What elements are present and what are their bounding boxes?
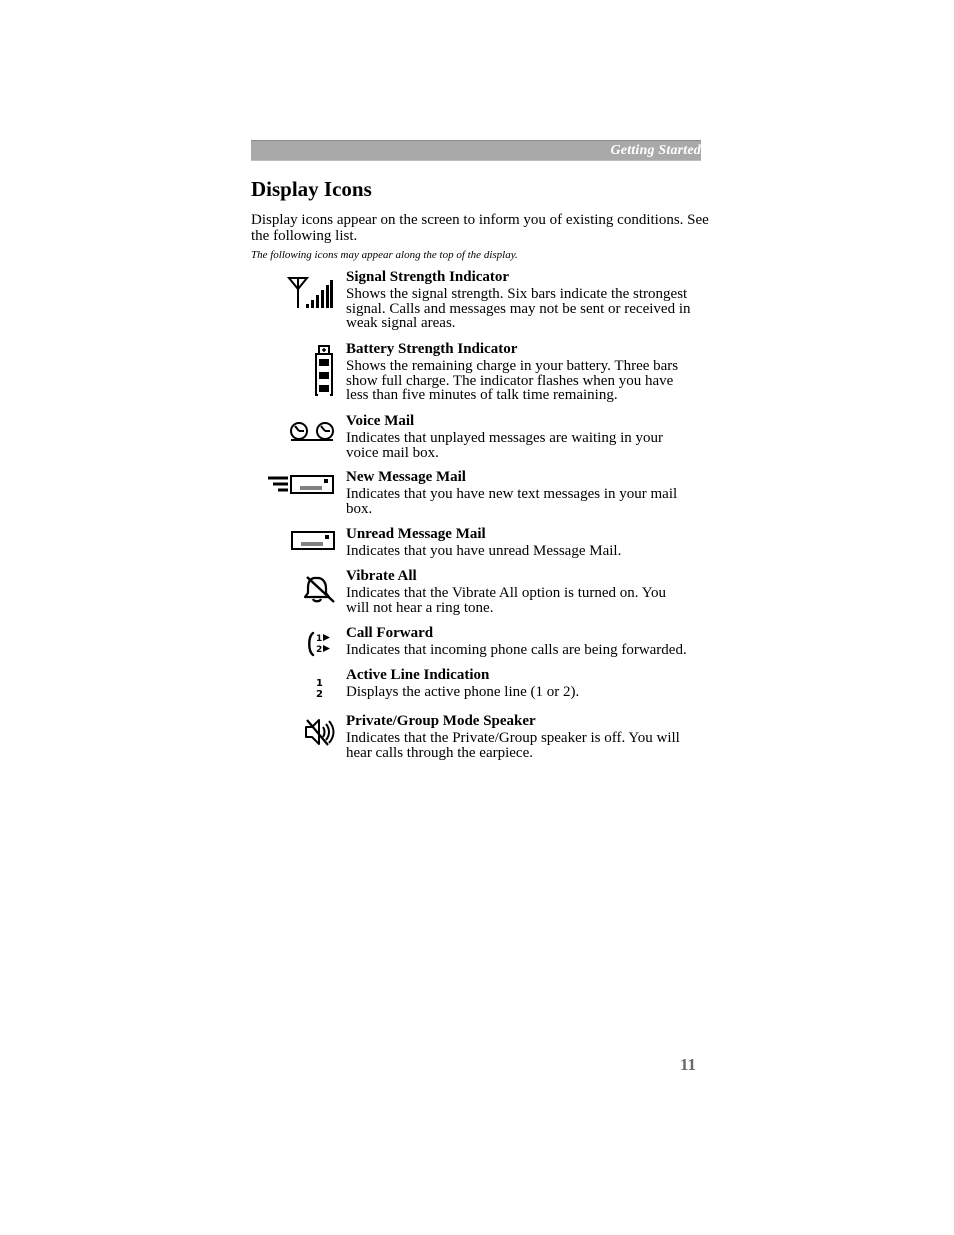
- entry-title: Signal Strength Indicator: [346, 269, 510, 285]
- entry-description: Indicates that you have new text messages in your mail box.: [346, 486, 678, 517]
- active-line-2-label: 2: [316, 689, 323, 700]
- entry-description: Displays the active phone line (1 or 2).: [346, 684, 580, 700]
- signal-strength-icon: [288, 276, 334, 310]
- entry-title: Battery Strength Indicator: [346, 341, 518, 357]
- entry-title: Vibrate All: [346, 568, 417, 584]
- icon-entry-call-forward: [346, 625, 691, 658]
- icon-entry-battery-strength: [346, 341, 691, 403]
- vibrate-bell-icon: [303, 574, 337, 604]
- icon-entry-active-line: [346, 667, 691, 700]
- entry-description: Indicates that the Vibrate All option is turned on. You will not hear a ring tone.: [346, 585, 667, 616]
- new-message-mail-icon: [268, 475, 334, 495]
- icons-note: The following icons may appear along the top of the display.: [251, 249, 518, 261]
- entry-title: Unread Message Mail: [346, 526, 486, 542]
- entry-title: New Message Mail: [346, 469, 466, 485]
- icon-entry-vibrate-all: [346, 568, 691, 615]
- section-header-bar: [251, 140, 701, 161]
- entry-description: Indicates that you have unread Message Mail.: [346, 543, 622, 559]
- icon-entry-voice-mail: [346, 413, 691, 460]
- entry-title: Private/Group Mode Speaker: [346, 713, 536, 729]
- entry-description: Indicates that the Private/Group speaker is off. You will hear calls through the earpiece.: [346, 730, 680, 761]
- entry-description: Shows the signal strength. Six bars indicate the strongest signal. Calls and messages may not be sent or received in weak signal areas.: [346, 286, 691, 331]
- unread-message-mail-icon: [291, 531, 335, 551]
- speaker-off-icon: [304, 717, 336, 747]
- page-number: 11: [680, 1055, 697, 1074]
- call-forward-icon: [306, 631, 334, 657]
- intro-paragraph: Display icons appear on the screen to inform you of existing conditions. See the following list.: [251, 212, 709, 244]
- icon-entry-unread-message-mail: [346, 526, 691, 559]
- section-header-text: Getting Started: [610, 143, 701, 158]
- call-forward-line-1-label: 1: [316, 634, 323, 644]
- battery-icon: [314, 345, 334, 397]
- entry-title: Active Line Indication: [346, 667, 490, 683]
- entry-description: Indicates that unplayed messages are waiting in your voice mail box.: [346, 430, 663, 461]
- entry-description: Shows the remaining charge in your battery. Three bars show full charge. The indicator flashes when you have less than five minutes of talk time remaining.: [346, 358, 679, 403]
- icon-entry-speaker-mode: [346, 713, 691, 760]
- active-line-icon: [314, 676, 326, 700]
- entry-description: Indicates that incoming phone calls are being forwarded.: [346, 642, 687, 658]
- entry-title: Call Forward: [346, 625, 434, 641]
- entry-title: Voice Mail: [346, 413, 415, 429]
- icon-entry-signal-strength: [346, 269, 691, 331]
- active-line-1-label: 1: [316, 678, 323, 689]
- voice-mail-icon: [290, 420, 334, 442]
- call-forward-line-2-label: 2: [316, 645, 323, 655]
- page-title: Display Icons: [251, 177, 372, 201]
- icon-entry-new-message-mail: [346, 469, 691, 516]
